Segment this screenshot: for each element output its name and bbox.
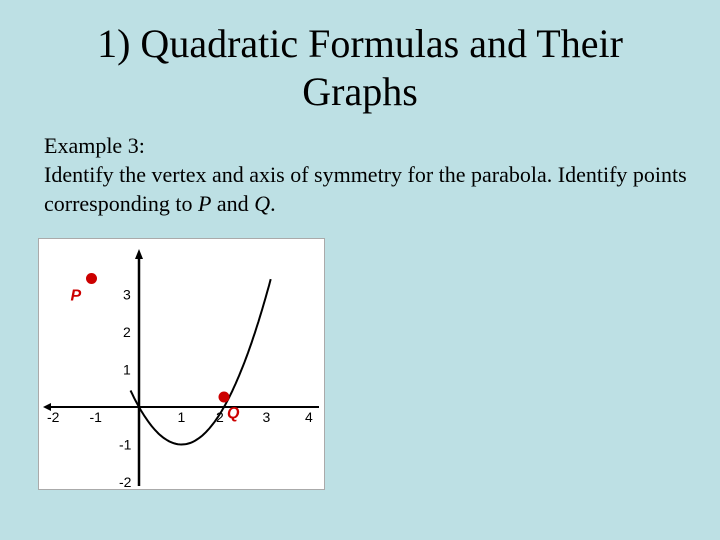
labeled-points xyxy=(71,273,241,422)
point-p-marker xyxy=(86,273,97,284)
y-tick-label: 3 xyxy=(123,286,131,303)
q-symbol: Q xyxy=(254,191,271,216)
x-tick-label: 4 xyxy=(305,409,313,425)
x-tick-label: -1 xyxy=(89,409,102,425)
parabola-graph xyxy=(38,238,325,490)
x-tick-label: 1 xyxy=(177,409,186,425)
slide-title-line1: 1) Quadratic Formulas and Their xyxy=(97,21,623,66)
point-q-marker xyxy=(219,392,230,403)
slide-body xyxy=(44,131,694,218)
slide-title-line2: Graphs xyxy=(302,69,418,114)
y-tick-label: -1 xyxy=(119,436,132,453)
point-p-label: P xyxy=(70,287,82,305)
x-tick-label: 2 xyxy=(216,409,224,425)
parabola-graph-svg xyxy=(39,239,324,489)
x-tick-label: 3 xyxy=(262,409,271,425)
instruction-text: Identify the vertex and axis of symmetry for the parabola. Identify points corresponding to xyxy=(44,162,687,216)
x-tick-label: -2 xyxy=(47,409,60,425)
example-instruction xyxy=(44,160,694,218)
y-tick-labels xyxy=(119,287,132,490)
x-tick-labels xyxy=(47,409,313,425)
point-q-label: Q xyxy=(227,405,240,422)
y-tick-label: -2 xyxy=(119,474,132,489)
and-word: and xyxy=(211,191,255,216)
parabola-curve xyxy=(131,279,271,444)
y-axis-arrow-up xyxy=(135,249,143,259)
period: . xyxy=(270,191,276,216)
slide-title xyxy=(0,20,720,116)
example-heading: Example 3: xyxy=(44,133,145,158)
p-symbol: P xyxy=(197,191,212,216)
y-tick-label: 1 xyxy=(123,361,131,378)
y-tick-label: 2 xyxy=(123,324,131,340)
